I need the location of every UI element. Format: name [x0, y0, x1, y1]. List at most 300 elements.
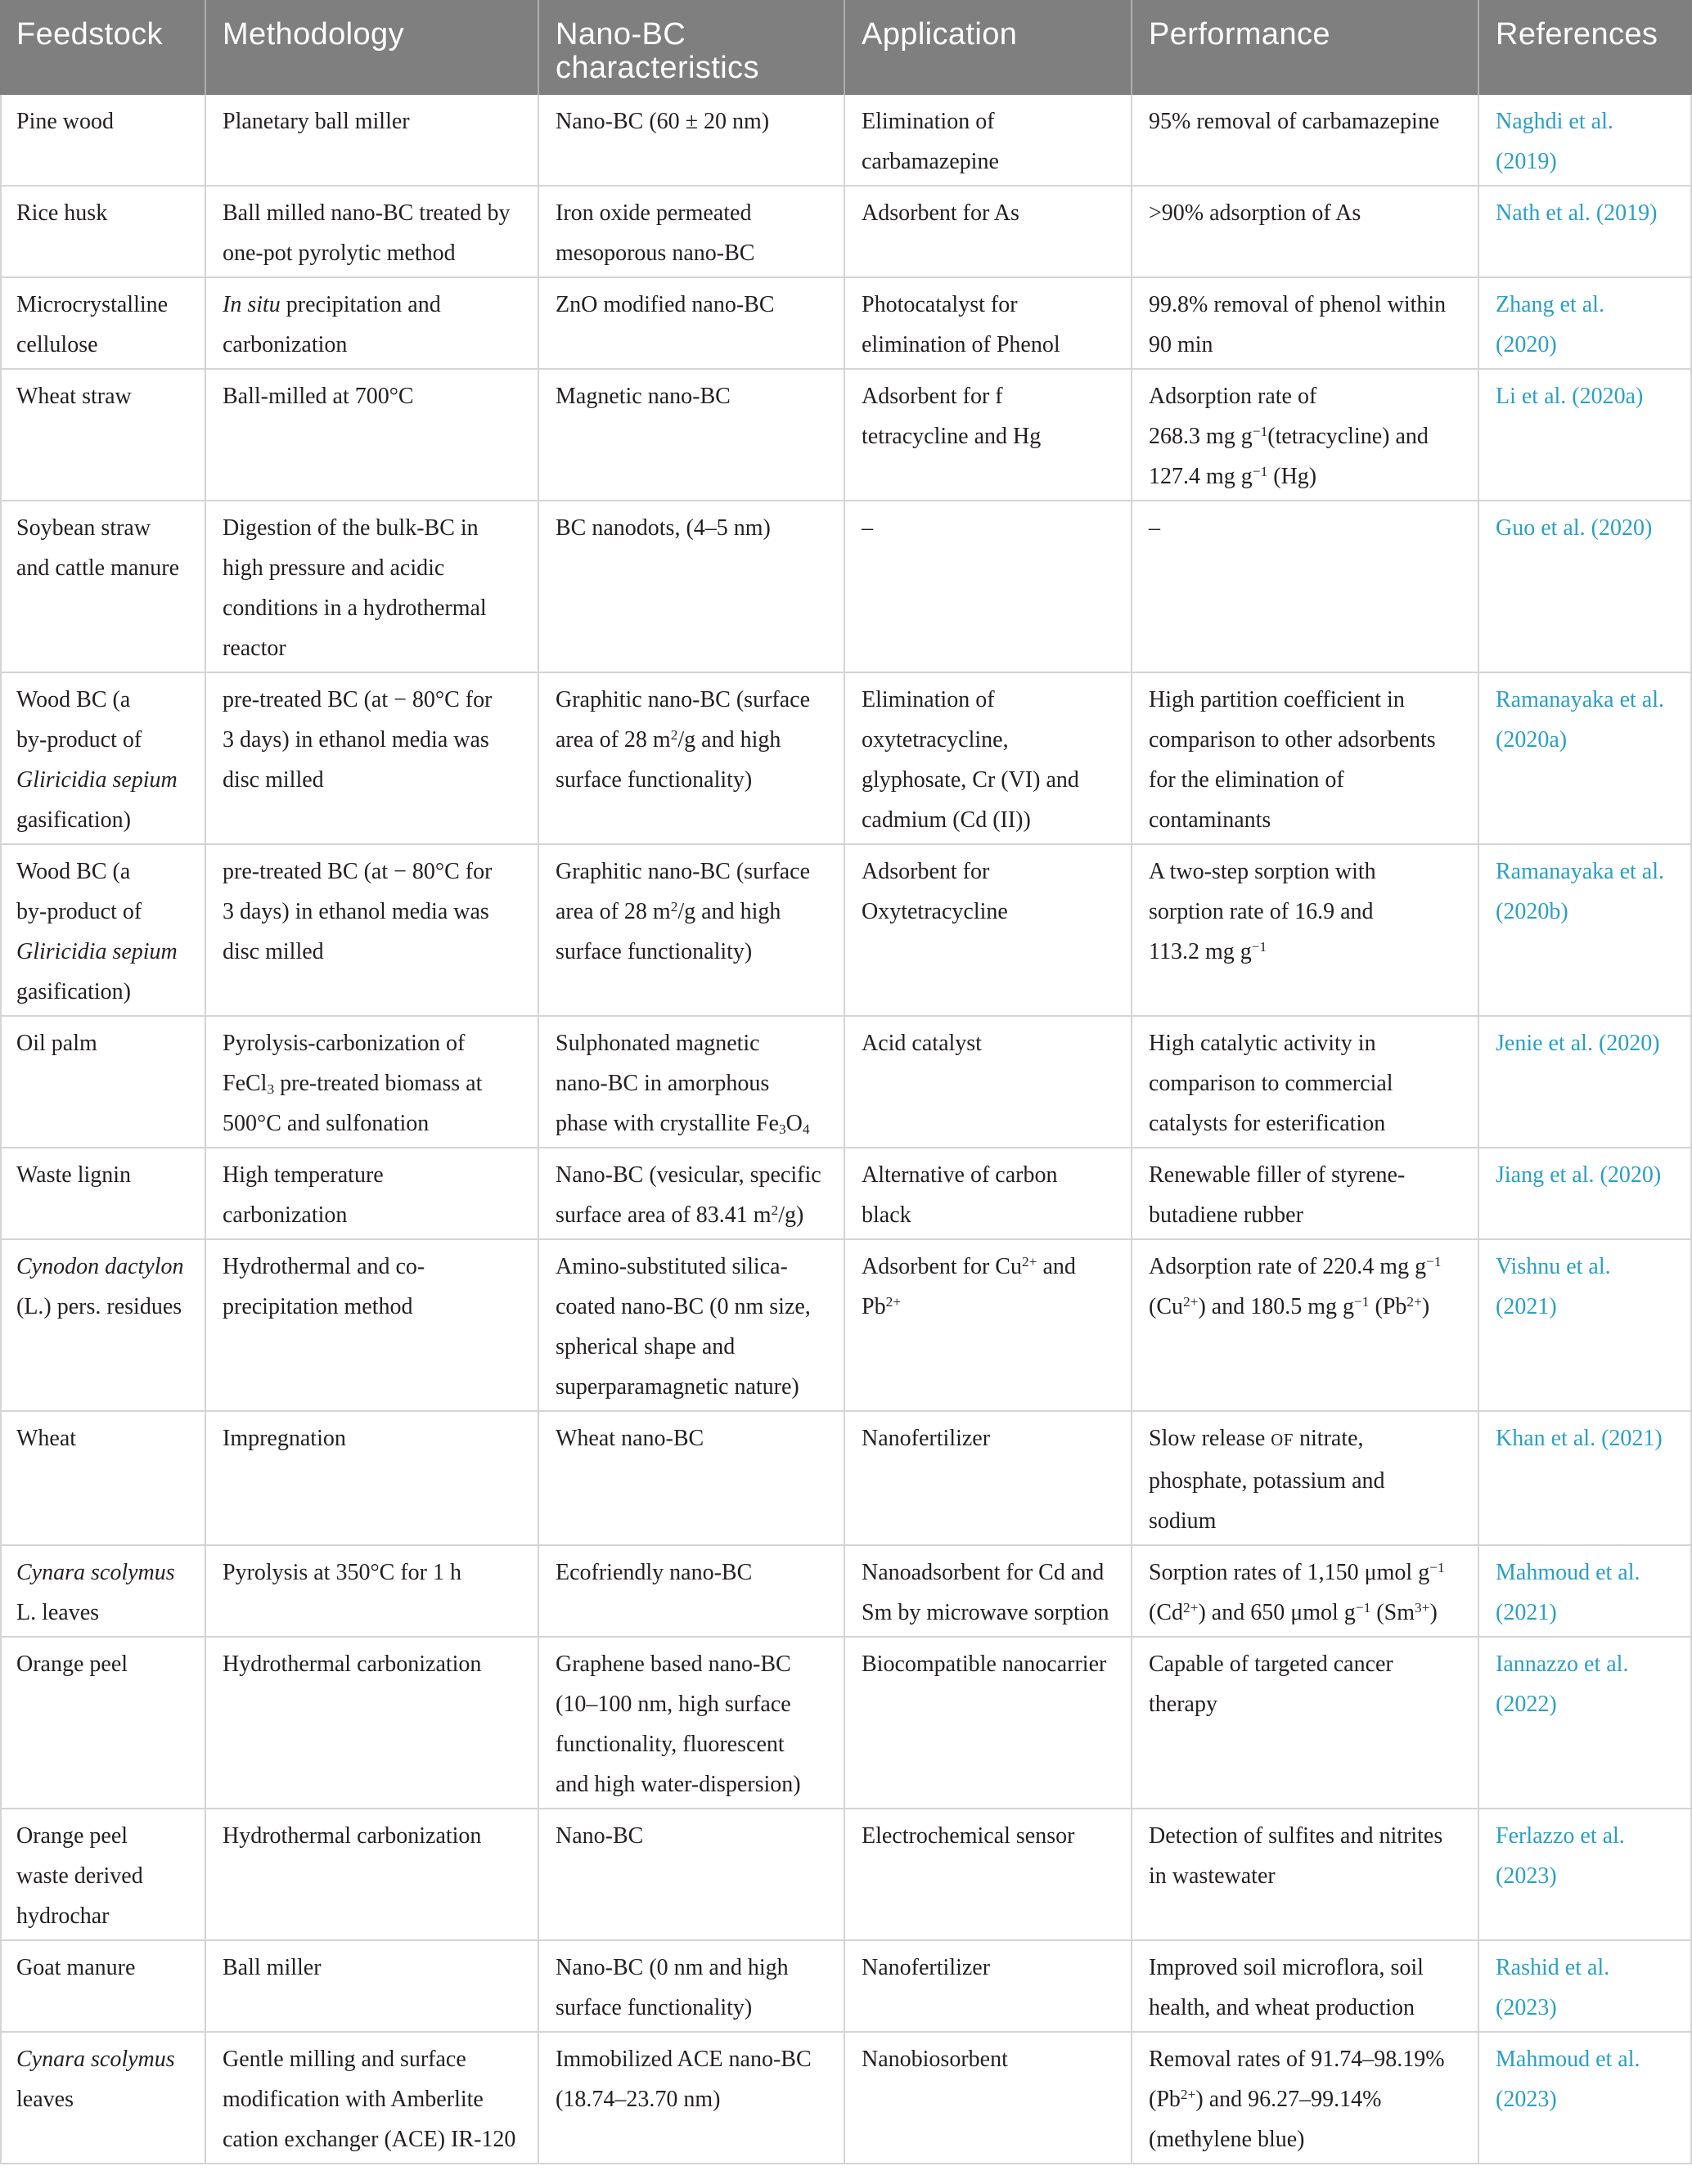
cell-line: high pressure and acidic [223, 555, 445, 581]
cell-nano-bc-characteristics [539, 1546, 845, 1636]
cell-text: (Pb [1149, 2087, 1181, 2112]
cell-methodology [206, 1240, 539, 1410]
cell-methodology [206, 1148, 539, 1238]
reference-link[interactable]: Ramanayaka et al. [1496, 859, 1665, 884]
cell-line [862, 1287, 1126, 1327]
cell-nano-bc-characteristics [539, 278, 845, 368]
cell-methodology [206, 278, 539, 368]
cell-line: tetracycline and Hg [862, 424, 1042, 449]
reference-link[interactable]: Rashid et al. [1496, 1955, 1610, 1980]
cell-line: 3 days) in ethanol media was [223, 899, 489, 924]
cell-line: precipitation method [223, 1294, 413, 1319]
cell-line: Wheat straw [16, 384, 132, 409]
subscript-text: 3 [267, 1081, 275, 1097]
cell-references[interactable] [1479, 1240, 1692, 1410]
cell-line: Hydrothermal and co- [223, 1254, 425, 1279]
reference-link[interactable]: Guo et al. (2020) [1496, 515, 1653, 541]
cell-line: Magnetic nano-BC [556, 384, 731, 409]
cell-text: 127.4 mg g [1149, 464, 1253, 489]
reference-link[interactable]: (2021) [1496, 1600, 1557, 1625]
cell-methodology [206, 501, 539, 672]
superscript-text: −1 [1252, 423, 1268, 439]
cell-line: Nanoadsorbent for Cd and [862, 1560, 1105, 1585]
cell-text: (Pb [1369, 1294, 1407, 1319]
cell-line: Photocatalyst for [862, 292, 1018, 317]
cell-text: 268.3 mg g [1149, 424, 1253, 449]
reference-link[interactable]: Khan et al. (2021) [1496, 1426, 1663, 1451]
cell-text: ) [1421, 1294, 1430, 1319]
reference-link[interactable]: Zhang et al. [1496, 292, 1604, 317]
cell-line: 95% removal of carbamazepine [1149, 109, 1440, 134]
reference-link[interactable]: (2020a) [1496, 727, 1568, 753]
cell-line: 3 days) in ethanol media was [223, 727, 489, 753]
cell-feedstock [0, 1148, 206, 1238]
reference-link[interactable]: (2023) [1496, 1995, 1557, 2020]
reference-link[interactable]: (2019) [1496, 149, 1557, 174]
table-row [0, 2033, 1692, 2164]
cell-line: and high water-dispersion) [556, 1772, 801, 1797]
cell-application [845, 1546, 1132, 1636]
cell-line: Hydrothermal carbonization [223, 1651, 482, 1677]
cell-line: glyphosate, Cr (VI) and [862, 767, 1079, 793]
cell-line: catalysts for esterification [1149, 1111, 1386, 1136]
superscript-text: −1 [1426, 1253, 1442, 1270]
table-row [0, 1412, 1692, 1546]
cell-line: Orange peel [16, 1651, 128, 1677]
superscript-text: 2 [670, 726, 678, 743]
reference-link[interactable]: Ferlazzo et al. [1496, 1823, 1625, 1849]
cell-line: Nanofertilizer [862, 1955, 991, 1980]
cell-line: comparison to other adsorbents [1149, 727, 1436, 753]
table-row [0, 673, 1692, 845]
cell-line: oxytetracycline, [862, 727, 1009, 753]
reference-link[interactable]: (2022) [1496, 1692, 1557, 1717]
subscript-text: 4 [802, 1121, 810, 1137]
cell-performance [1132, 1546, 1479, 1636]
cell-feedstock [0, 1809, 206, 1939]
superscript-text: 2+ [1180, 2086, 1196, 2102]
superscript-text: 2+ [1183, 1293, 1199, 1310]
cell-methodology [206, 370, 539, 500]
cell-line: cellulose [16, 332, 98, 357]
superscript-text: 2+ [1406, 1293, 1422, 1310]
cell-performance [1132, 1638, 1479, 1808]
cell-line: hydrochar [16, 1903, 110, 1929]
cell-line: Nano-BC [556, 1823, 644, 1849]
cell-line: disc milled [223, 767, 324, 793]
cell-nano-bc-characteristics [539, 95, 845, 185]
cell-text: precipitation and [280, 292, 441, 317]
cell-line: L. leaves [16, 1600, 100, 1625]
cell-line [16, 760, 200, 800]
cell-line: Elimination of [862, 109, 995, 134]
cell-line: Graphene based nano-BC [556, 1651, 791, 1677]
cell-line: Nano-BC (60 ± 20 nm) [556, 109, 770, 134]
cell-text: (Cu [1149, 1294, 1183, 1319]
cell-line: Rice husk [16, 200, 108, 226]
cell-references[interactable] [1479, 1412, 1692, 1544]
reference-link[interactable]: Jenie et al. (2020) [1496, 1031, 1660, 1056]
cell-feedstock [0, 1240, 206, 1410]
cell-line: Adsorbent for f [862, 384, 1003, 409]
cell-application [845, 186, 1132, 276]
cell-line: Wheat nano-BC [556, 1426, 704, 1451]
cell-text: and [1037, 1254, 1076, 1279]
cell-references[interactable] [1479, 501, 1692, 672]
cell-text: surface area of 83.41 m [556, 1202, 772, 1228]
superscript-text: −1 [1354, 1293, 1370, 1310]
cell-methodology [206, 1546, 539, 1636]
cell-line: Elimination of [862, 687, 995, 712]
column-header-feedstock: Feedstock [0, 0, 206, 95]
cell-references[interactable] [1479, 1638, 1692, 1808]
cell-line: surface functionality) [556, 767, 753, 793]
cell-line: Adsorption rate of [1149, 384, 1317, 409]
cell-line: mesoporous nano-BC [556, 240, 755, 266]
cell-line: surface functionality) [556, 1995, 753, 2020]
cell-line: Alternative of carbon [862, 1162, 1058, 1188]
cell-feedstock [0, 2033, 206, 2163]
cell-line: health, and wheat production [1149, 1995, 1415, 2020]
cell-line: Sulphonated magnetic [556, 1031, 760, 1056]
cell-line [1149, 932, 1473, 972]
cell-methodology [206, 1809, 539, 1939]
table-row [0, 1941, 1692, 2033]
cell-text: ) and 180.5 mg g [1198, 1294, 1355, 1319]
cell-line: cadmium (Cd (II)) [862, 807, 1031, 833]
cell-line: Removal rates of 91.74–98.19% [1149, 2047, 1445, 2072]
reference-link[interactable]: (2023) [1496, 1863, 1557, 1889]
cell-methodology [206, 2033, 539, 2163]
cell-line [223, 1063, 533, 1103]
cell-line [1149, 1287, 1473, 1327]
reference-link[interactable]: Ramanayaka et al. [1496, 687, 1665, 712]
cell-line: Gentle milling and surface [223, 2047, 466, 2072]
table-row [0, 845, 1692, 1017]
cell-text: /g and high [677, 727, 781, 753]
cell-line [1149, 456, 1473, 497]
cell-line: leaves [16, 2087, 74, 2112]
cell-line: modification with Amberlite [223, 2087, 484, 2112]
table-row [0, 1148, 1692, 1240]
cell-line: High catalytic activity in [1149, 1031, 1376, 1056]
cell-performance [1132, 673, 1479, 843]
superscript-text: −1 [1429, 1559, 1445, 1575]
table-row [0, 186, 1692, 278]
cell-line: 90 min [1149, 332, 1213, 357]
reference-link[interactable]: (2023) [1496, 2087, 1557, 2112]
cell-line: one-pot pyrolytic method [223, 240, 456, 266]
header-row [0, 0, 1692, 95]
reference-link[interactable]: Jiang et al. (2020) [1496, 1162, 1662, 1188]
cell-references[interactable] [1479, 2033, 1692, 2163]
cell-text: 113.2 mg g [1149, 939, 1252, 964]
reference-link[interactable]: Mahmoud et al. [1496, 1560, 1640, 1585]
cell-nano-bc-characteristics [539, 186, 845, 276]
cell-line [16, 1247, 200, 1287]
cell-line: Pyrolysis at 350°C for 1 h [223, 1560, 461, 1585]
reference-link[interactable]: (2021) [1496, 1294, 1557, 1319]
cell-application [845, 1240, 1132, 1410]
cell-nano-bc-characteristics [539, 1941, 845, 2031]
cell-text: Sorption rates of 1,150 μmol g [1149, 1560, 1430, 1585]
cell-text: (tetracycline) and [1267, 424, 1429, 449]
reference-link[interactable]: Li et al. (2020a) [1496, 384, 1644, 409]
cell-line: and cattle manure [16, 555, 180, 581]
cell-text: ) [1429, 1600, 1438, 1625]
cell-line: Goat manure [16, 1955, 136, 1980]
cell-text: phase with crystallite Fe [556, 1111, 779, 1136]
cell-feedstock [0, 278, 206, 368]
cell-application [845, 1809, 1132, 1939]
cell-line: Hydrothermal carbonization [223, 1823, 482, 1849]
cell-line: Acid catalyst [862, 1031, 982, 1056]
table-row [0, 1809, 1692, 1941]
cell-performance [1132, 1809, 1479, 1939]
column-header-performance: Performance [1132, 0, 1479, 95]
cell-line: Wood BC (a [16, 687, 131, 712]
cell-text: pre-treated biomass at [274, 1071, 483, 1096]
cell-line: carbonization [223, 332, 348, 357]
cell-feedstock [0, 1017, 206, 1147]
table-row [0, 370, 1692, 501]
reference-link[interactable]: Nath et al. (2019) [1496, 200, 1658, 226]
cell-line: Sm by microwave sorption [862, 1600, 1109, 1625]
cell-references[interactable] [1479, 845, 1692, 1015]
cell-nano-bc-characteristics [539, 845, 845, 1015]
cell-references[interactable] [1479, 1546, 1692, 1636]
cell-feedstock [0, 95, 206, 185]
cell-text: /g) [778, 1202, 804, 1228]
cell-references[interactable] [1479, 186, 1692, 276]
cell-performance [1132, 95, 1479, 185]
cell-references[interactable] [1479, 370, 1692, 500]
cell-application [845, 1017, 1132, 1147]
cell-methodology [206, 186, 539, 276]
cell-line: in wastewater [1149, 1863, 1276, 1889]
cell-line: A two-step sorption with [1149, 859, 1376, 884]
cell-line: ZnO modified nano-BC [556, 292, 775, 317]
cell-line: – [1149, 515, 1160, 541]
cell-line: Iron oxide permeated [556, 200, 752, 226]
superscript-text: −1 [1251, 938, 1267, 955]
cell-performance [1132, 1240, 1479, 1410]
cell-line: gasification) [16, 807, 131, 833]
cell-line: butadiene rubber [1149, 1202, 1303, 1228]
cell-line: Detection of sulfites and nitrites [1149, 1823, 1443, 1849]
reference-link[interactable]: (2020b) [1496, 899, 1568, 924]
cell-text: Adsorbent for Cu [862, 1254, 1022, 1279]
cell-line: therapy [1149, 1692, 1217, 1717]
cell-feedstock [0, 186, 206, 276]
cell-line [556, 1103, 839, 1144]
cell-line [556, 892, 839, 932]
cell-application [845, 845, 1132, 1015]
column-header-references: References [1479, 0, 1692, 95]
cell-performance [1132, 501, 1479, 672]
cell-references[interactable] [1479, 1809, 1692, 1939]
cell-line: Oil palm [16, 1031, 97, 1056]
cell-application [845, 1638, 1132, 1808]
cell-line [1149, 1418, 1473, 1461]
cell-line: waste derived [16, 1863, 143, 1889]
cell-line: nano-BC in amorphous [556, 1071, 770, 1096]
cell-line: Electrochemical sensor [862, 1823, 1075, 1849]
cell-performance [1132, 186, 1479, 276]
cell-feedstock [0, 845, 206, 1015]
cell-feedstock [0, 1546, 206, 1636]
cell-methodology [206, 1638, 539, 1808]
italic-text: Cynara scolymus [16, 2047, 175, 2072]
cell-references[interactable] [1479, 1941, 1692, 2031]
cell-line: Soybean straw [16, 515, 151, 541]
cell-line: Nanofertilizer [862, 1426, 991, 1451]
cell-line: Amino-substituted silica- [556, 1254, 788, 1279]
cell-line: Orange peel [16, 1823, 128, 1849]
superscript-text: −1 [1355, 1599, 1371, 1616]
cell-line: comparison to commercial [1149, 1071, 1393, 1096]
cell-performance [1132, 845, 1479, 1015]
cell-application [845, 2033, 1132, 2163]
reference-link[interactable]: Iannazzo et al. [1496, 1651, 1629, 1677]
superscript-text: 2+ [885, 1293, 902, 1310]
cell-line: sorption rate of 16.9 and [1149, 899, 1374, 924]
cell-performance [1132, 1148, 1479, 1238]
cell-line [556, 720, 839, 760]
cell-line [16, 2039, 200, 2079]
cell-references[interactable] [1479, 278, 1692, 368]
cell-nano-bc-characteristics [539, 1412, 845, 1544]
cell-line: Biocompatible nanocarrier [862, 1651, 1107, 1677]
cell-line: Digestion of the bulk-BC in [223, 515, 479, 541]
cell-application [845, 1941, 1132, 2031]
superscript-text: 2+ [1183, 1599, 1199, 1616]
cell-methodology [206, 673, 539, 843]
italic-text: Gliricidia sepium [16, 939, 178, 964]
cell-line: Impregnation [223, 1426, 346, 1451]
cell-line: Nanobiosorbent [862, 2047, 1008, 2072]
table-row [0, 278, 1692, 370]
cell-line: Wood BC (a [16, 859, 131, 884]
cell-nano-bc-characteristics [539, 1809, 845, 1939]
cell-references[interactable] [1479, 1017, 1692, 1147]
cell-nano-bc-characteristics [539, 1148, 845, 1238]
table-body [0, 95, 1692, 2164]
cell-line: High temperature [223, 1162, 384, 1188]
cell-text: ) and 96.27–99.14% [1195, 2087, 1382, 2112]
cell-line: Waste lignin [16, 1162, 132, 1188]
cell-line [1149, 1247, 1473, 1287]
cell-line: Microcrystalline [16, 292, 169, 317]
cell-line: Adsorbent for As [862, 200, 1019, 226]
cell-text: (Sm [1370, 1600, 1415, 1625]
cell-feedstock [0, 1638, 206, 1808]
cell-line: Renewable filler of styrene- [1149, 1162, 1406, 1188]
cell-application [845, 501, 1132, 672]
cell-line: Adsorbent for [862, 859, 990, 884]
cell-line: Planetary ball miller [223, 109, 410, 134]
cell-line [1149, 1593, 1473, 1633]
cell-line: surface functionality) [556, 939, 753, 964]
cell-line: Nano-BC (0 nm and high [556, 1955, 789, 1980]
cell-line [16, 932, 200, 972]
superscript-text: 2 [771, 1202, 779, 1218]
cell-line: Immobilized ACE nano-BC [556, 2047, 812, 2072]
cell-line: (18.74–23.70 nm) [556, 2087, 721, 2112]
cell-line: (methylene blue) [1149, 2127, 1305, 2152]
cell-line: 99.8% removal of phenol within [1149, 292, 1447, 317]
cell-line [862, 1247, 1126, 1287]
cell-line: (10–100 nm, high surface [556, 1692, 791, 1717]
cell-line: (L.) pers. residues [16, 1294, 182, 1319]
cell-feedstock [0, 370, 206, 500]
cell-line [16, 1553, 200, 1593]
cell-line: sodium [1149, 1508, 1217, 1534]
cell-line: carbonization [223, 1202, 348, 1228]
cell-line: for the elimination of [1149, 767, 1344, 793]
cell-methodology [206, 95, 539, 185]
cell-feedstock [0, 1412, 206, 1544]
cell-line: phosphate, potassium and [1149, 1468, 1385, 1494]
cell-nano-bc-characteristics [539, 370, 845, 500]
reference-link[interactable]: (2020) [1496, 332, 1557, 357]
superscript-text: −1 [1252, 463, 1268, 479]
cell-line: Graphitic nano-BC (surface [556, 687, 810, 712]
cell-line: Pyrolysis-carbonization of [223, 1031, 466, 1056]
cell-line: Nano-BC (vesicular, specific [556, 1162, 821, 1188]
cell-text: FeCl [223, 1071, 268, 1096]
cell-text: (Hg) [1267, 464, 1317, 489]
cell-line [1149, 2079, 1473, 2119]
cell-line: BC nanodots, (4–5 nm) [556, 515, 771, 541]
cell-application [845, 1412, 1132, 1544]
cell-nano-bc-characteristics [539, 501, 845, 672]
cell-line: 500°C and sulfonation [223, 1111, 430, 1136]
cell-nano-bc-characteristics [539, 1638, 845, 1808]
cell-line: spherical shape and [556, 1334, 736, 1359]
superscript-text: 3+ [1414, 1599, 1430, 1616]
cell-line: >90% adsorption of As [1149, 200, 1361, 226]
cell-feedstock [0, 1941, 206, 2031]
cell-methodology [206, 1017, 539, 1147]
reference-link[interactable]: Mahmoud et al. [1496, 2047, 1640, 2072]
cell-line [1149, 1553, 1473, 1593]
cell-application [845, 370, 1132, 500]
reference-link[interactable]: Naghdi et al. [1496, 109, 1613, 134]
cell-nano-bc-characteristics [539, 2033, 845, 2163]
cell-nano-bc-characteristics [539, 1240, 845, 1410]
cell-references[interactable] [1479, 673, 1692, 843]
cell-performance [1132, 278, 1479, 368]
cell-references[interactable] [1479, 95, 1692, 185]
cell-line: cation exchanger (ACE) IR-120 [223, 2127, 516, 2152]
cell-line: Capable of targeted cancer [1149, 1651, 1393, 1677]
cell-line: Ball-milled at 700°C [223, 384, 414, 409]
cell-application [845, 95, 1132, 185]
cell-line: gasification) [16, 979, 131, 1004]
cell-text: area of 28 m [556, 727, 671, 753]
cell-line: – [862, 515, 873, 541]
table-row [0, 1638, 1692, 1809]
cell-text: ) and 650 μmol g [1198, 1600, 1356, 1625]
superscript-text: 2+ [1021, 1253, 1037, 1270]
superscript-text: 2 [670, 898, 678, 914]
cell-line: pre-treated BC (at − 80°C for [223, 687, 493, 712]
cell-line: Wheat [16, 1426, 77, 1451]
reference-link[interactable]: Vishnu et al. [1496, 1254, 1611, 1279]
cell-references[interactable] [1479, 1148, 1692, 1238]
cell-line: Ball miller [223, 1955, 322, 1980]
